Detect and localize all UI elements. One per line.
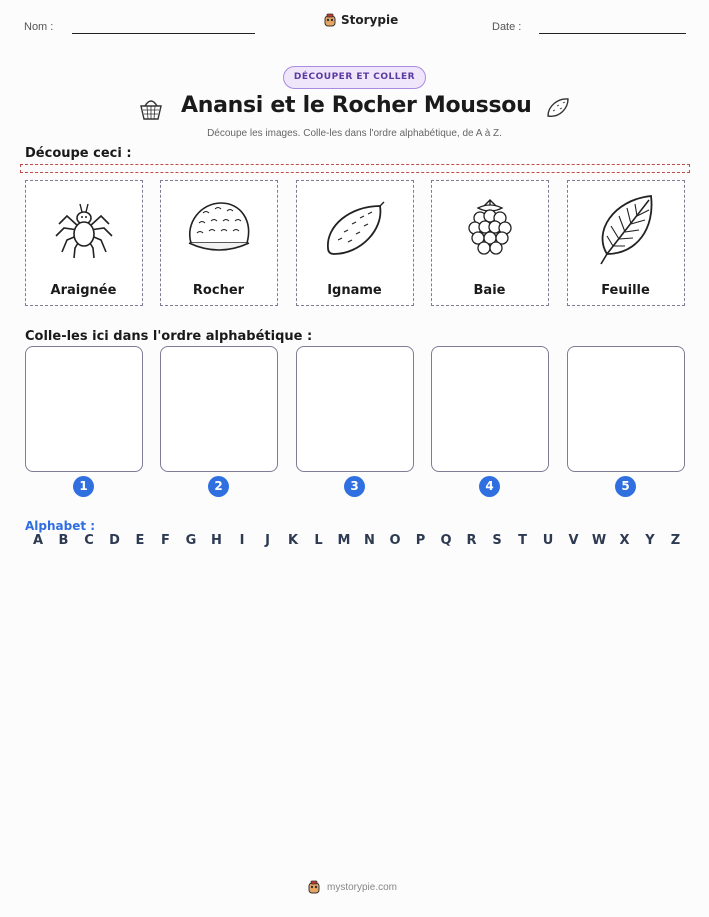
activity-badge: DÉCOUPER ET COLLER xyxy=(283,66,426,89)
name-label: Nom : xyxy=(24,21,54,33)
basket-icon xyxy=(137,94,165,122)
instructions: Découpe les images. Colle-les dans l'ordre alphabétique, de A à Z. xyxy=(207,128,502,139)
leaf-icon xyxy=(593,192,659,266)
alphabet-letter: L xyxy=(314,533,323,548)
rock-icon xyxy=(183,197,255,261)
alphabet-letter: H xyxy=(211,533,222,548)
name-line xyxy=(72,33,255,34)
alphabet-letter: G xyxy=(185,533,197,548)
paste-slot-3[interactable] xyxy=(296,346,414,472)
logo-text: Storypie xyxy=(341,13,399,27)
alphabet-letter: W xyxy=(591,533,607,548)
alphabet-letter: J xyxy=(265,533,270,548)
paste-slot-5[interactable] xyxy=(567,346,685,472)
alphabet-letter: C xyxy=(84,533,94,548)
alphabet-letter: U xyxy=(542,533,554,548)
alphabet-letter: V xyxy=(568,533,579,548)
storypie-mascot-icon xyxy=(307,880,321,894)
cut-card-rock[interactable] xyxy=(160,180,278,306)
card-label: Araignée xyxy=(50,283,117,298)
alphabet-letter: M xyxy=(337,533,351,548)
alphabet-strip xyxy=(28,533,688,551)
slot-number-4: 4 xyxy=(479,476,500,497)
page-title: Anansi et le Rocher Moussou xyxy=(181,93,532,118)
spider-icon xyxy=(49,194,119,264)
date-line xyxy=(539,33,686,34)
alphabet-heading: Alphabet : xyxy=(25,519,96,533)
slot-number-3: 3 xyxy=(344,476,365,497)
alphabet-letter: Y xyxy=(645,533,655,548)
footer-url[interactable]: mystorypie.com xyxy=(327,881,398,893)
alphabet-letter: F xyxy=(161,533,170,548)
alphabet-letter: Z xyxy=(670,533,681,548)
title-row xyxy=(0,91,709,125)
cut-card-berry[interactable] xyxy=(431,180,549,306)
alphabet-letter: S xyxy=(492,533,502,548)
footer xyxy=(307,880,397,894)
paste-heading: Colle-les ici dans l'ordre alphabétique : xyxy=(25,329,313,344)
alphabet-letter: Q xyxy=(440,533,452,548)
date-label: Date : xyxy=(492,21,522,33)
slot-number-2: 2 xyxy=(208,476,229,497)
alphabet-letter: N xyxy=(364,533,375,548)
storypie-logo xyxy=(323,13,398,27)
alphabet-letter: A xyxy=(32,533,44,548)
storypie-mascot-icon xyxy=(323,13,337,27)
cut-card-spider[interactable] xyxy=(25,180,143,306)
alphabet-letter: D xyxy=(109,533,120,548)
cut-heading: Découpe ceci : xyxy=(25,146,132,161)
paste-slot-1[interactable] xyxy=(25,346,143,472)
card-label: Feuille xyxy=(601,283,650,298)
cut-card-leaf[interactable] xyxy=(567,180,685,306)
alphabet-letter: E xyxy=(135,533,145,548)
card-label: Igname xyxy=(327,283,382,298)
slot-number-1: 1 xyxy=(73,476,94,497)
alphabet-letter: X xyxy=(619,533,630,548)
alphabet-letter: R xyxy=(466,533,477,548)
yam-icon xyxy=(322,196,388,262)
alphabet-letter: P xyxy=(415,533,426,548)
alphabet-letter: B xyxy=(58,533,69,548)
berry-icon xyxy=(460,196,520,262)
card-label: Rocher xyxy=(192,283,245,298)
yam-deco-icon xyxy=(544,94,572,122)
card-label: Baie xyxy=(473,283,506,298)
cut-card-yam[interactable] xyxy=(296,180,414,306)
paste-slot-2[interactable] xyxy=(160,346,278,472)
alphabet-letter: I xyxy=(239,533,245,548)
slot-number-5: 5 xyxy=(615,476,636,497)
alphabet-letter: T xyxy=(518,533,527,548)
paste-slot-4[interactable] xyxy=(431,346,549,472)
cut-line xyxy=(20,164,690,173)
alphabet-letter: O xyxy=(389,533,401,548)
alphabet-letter: K xyxy=(287,533,299,548)
